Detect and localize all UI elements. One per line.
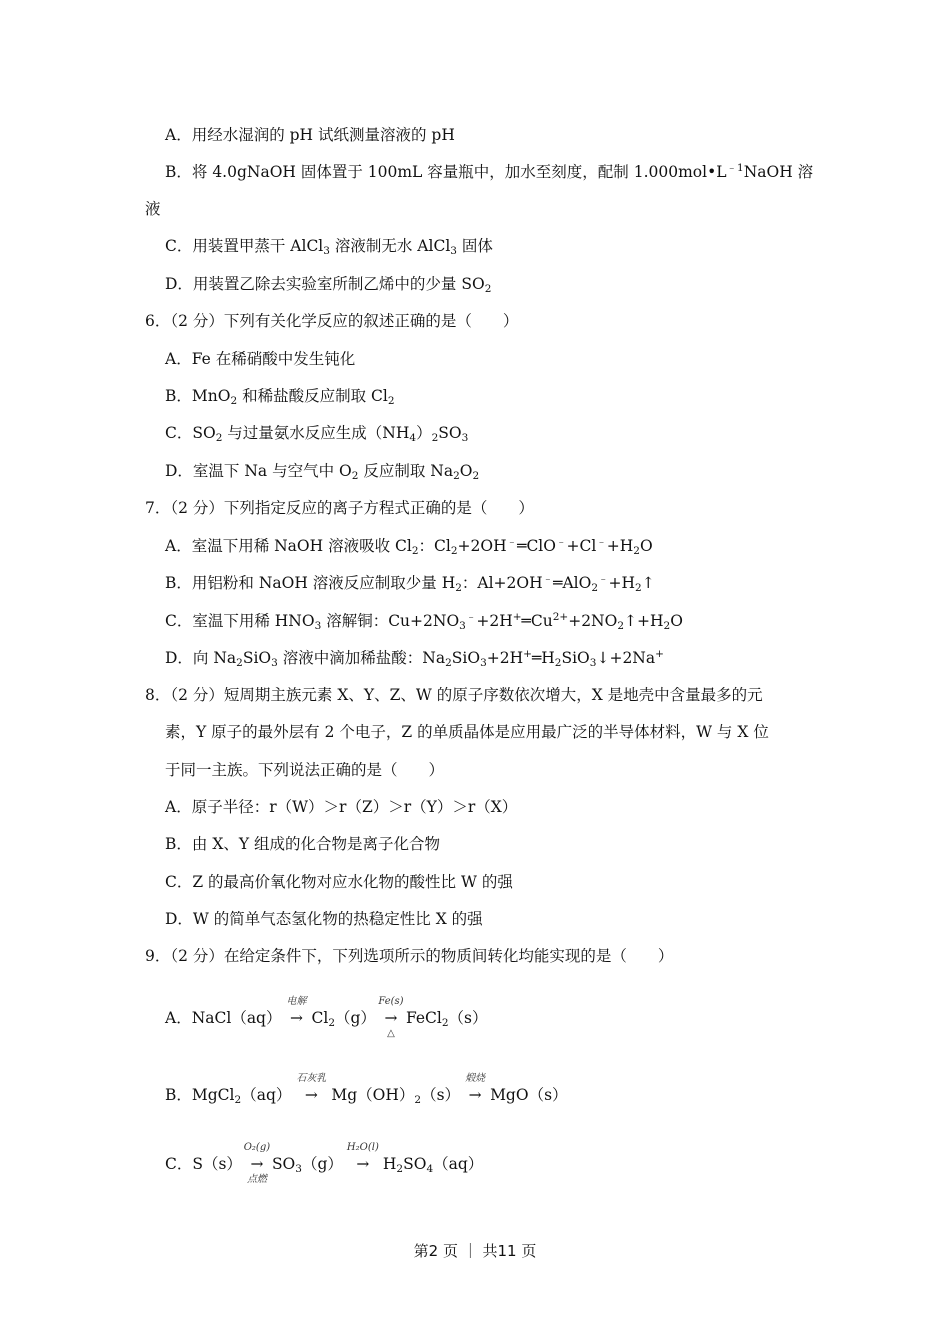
subscript: 4 <box>409 432 417 444</box>
text: Mg（OH） <box>331 1086 415 1104</box>
superscript: ﹣1 <box>726 162 744 174</box>
text: A．室温下用稀 NaOH 溶液吸收 Cl <box>165 537 412 555</box>
q5-option-b-tail: NaOH 溶 <box>743 163 814 181</box>
q9-option-c <box>165 1142 484 1185</box>
q7-stem-text: 7．（2 分）下列指定反应的离子方程式正确的是（ ） <box>145 499 534 517</box>
subscript: 2 <box>328 1017 335 1029</box>
q8-stem-line3 <box>165 760 444 780</box>
arrow-condition: H₂O(l) <box>346 1142 379 1153</box>
text: MgO（s） <box>490 1086 568 1104</box>
arrow-condition-below: △ <box>387 1028 395 1039</box>
text: A．NaCl（aq） <box>165 1009 282 1027</box>
q7-option-c <box>165 611 683 631</box>
text: A．原子半径：r（W）＞r（Z）＞r（Y）＞r（X） <box>165 798 518 816</box>
text: 溶解铜：Cu+2NO <box>321 612 460 630</box>
text: SO <box>403 1155 427 1173</box>
q6-option-c <box>165 423 468 443</box>
text: O <box>639 537 653 555</box>
reaction-arrow <box>462 1073 488 1105</box>
text: 9．（2 分）在给定条件下，下列选项所示的物质间转化均能实现的是（ ） <box>145 947 674 965</box>
subscript: 3 <box>459 620 466 632</box>
text: 溶液制无水 AlCl <box>329 237 451 255</box>
q6-option-a <box>165 349 355 369</box>
text: FeCl <box>405 1009 442 1027</box>
subscript: 2 <box>431 432 439 444</box>
text: D．室温下 Na 与空气中 O <box>165 462 352 480</box>
q6-option-b <box>165 386 395 406</box>
text: Cl <box>311 1009 329 1027</box>
text: 和稀盐酸反应制取 Cl <box>237 387 388 405</box>
text: 溶液中滴加稀盐酸：Na <box>277 649 446 667</box>
subscript: 4 <box>426 1163 434 1175</box>
subscript: 2 <box>453 470 460 482</box>
superscript: + <box>512 611 522 623</box>
arrow-icon: → <box>468 1086 482 1104</box>
text: （s） <box>448 1009 488 1027</box>
page-footer: 第2 页 ｜ 共11 页 <box>413 1242 537 1260</box>
text: B．MgCl <box>165 1086 235 1104</box>
q5-option-b <box>165 162 813 182</box>
text: ：Al+2OH <box>461 574 543 592</box>
q5-option-d <box>165 274 491 294</box>
subscript: 3 <box>589 657 597 669</box>
arrow-icon: → <box>384 1009 398 1027</box>
text: SiO <box>242 649 272 667</box>
text: D．W 的简单气态氢化物的热稳定性比 X 的强 <box>165 910 483 928</box>
text: D．用装置乙除去实验室所制乙烯中的少量 SO <box>165 275 485 293</box>
q6-stem-text: 6．（2 分）下列有关化学反应的叙述正确的是（ ） <box>145 312 519 330</box>
text: ） <box>416 424 432 442</box>
q9-stem <box>145 946 673 966</box>
text: 于同一主族。下列说法正确的是（ ） <box>165 761 445 779</box>
superscript: ﹣ <box>555 536 567 548</box>
text: C．室温下用稀 HNO <box>165 612 315 630</box>
text: +2H <box>476 612 513 630</box>
subscript: 3 <box>271 657 278 669</box>
q9-option-b <box>165 1073 568 1106</box>
subscript: 2 <box>554 657 562 669</box>
superscript: ﹣ <box>598 573 609 585</box>
text: C．SO <box>165 424 216 442</box>
text: +H <box>608 574 636 592</box>
subscript: 2 <box>215 432 223 444</box>
superscript: 2+ <box>552 611 569 623</box>
text: 反应制取 Na <box>358 462 454 480</box>
arrow-icon: → <box>289 1009 303 1027</box>
text: 与过量氨水反应生成（NH <box>222 424 410 442</box>
q6-stem <box>145 311 518 331</box>
text: ═AlO <box>553 574 592 592</box>
superscript: + <box>523 648 532 660</box>
subscript: 2 <box>455 582 462 594</box>
subscript: 2 <box>441 1017 449 1029</box>
subscript: 2 <box>387 395 395 407</box>
superscript: + <box>655 648 664 660</box>
q8-option-c <box>165 872 513 892</box>
text: C．Z 的最高价氧化物对应水化物的酸性比 W 的强 <box>165 873 513 891</box>
text: B．MnO <box>165 387 231 405</box>
text: H <box>382 1155 397 1173</box>
q8-option-d <box>165 909 483 929</box>
q7-option-d <box>165 648 664 668</box>
subscript: 2 <box>633 545 640 557</box>
text: O <box>670 612 683 630</box>
text: A．Fe 在稀硝酸中发生钝化 <box>165 350 356 368</box>
reaction-arrow <box>293 1073 329 1105</box>
text: （g） <box>335 1009 376 1027</box>
text: （g） <box>301 1155 343 1173</box>
subscript: 2 <box>450 545 458 557</box>
q5-option-a-text: A．用经水湿润的 pH 试纸测量溶液的 pH <box>165 126 455 144</box>
subscript: 2 <box>445 657 452 669</box>
text: ═Cu <box>521 612 553 630</box>
text: C．用装置甲蒸干 AlCl <box>165 237 324 255</box>
arrow-icon: → <box>304 1086 318 1104</box>
q9-option-a <box>165 996 488 1039</box>
text: ↑ <box>641 574 655 592</box>
text: （aq） <box>241 1086 292 1104</box>
text: ═H <box>531 649 555 667</box>
subscript: 2 <box>472 470 480 482</box>
text: SiO <box>561 649 590 667</box>
subscript: 2 <box>411 545 419 557</box>
q8-stem-line2 <box>165 722 769 742</box>
text: C．S（s） <box>165 1155 242 1173</box>
q8-stem-line1 <box>145 685 763 705</box>
text: +H <box>606 537 634 555</box>
subscript: 3 <box>461 432 469 444</box>
text: B．用铝粉和 NaOH 溶液反应制取少量 H <box>165 574 456 592</box>
text: 8．（2 分）短周期主族元素 X、Y、Z、W 的原子序数依次增大，X 是地壳中含量最多的元 <box>145 686 763 704</box>
arrow-condition: O₂(g) <box>243 1142 271 1153</box>
text: 固体 <box>456 237 493 255</box>
q5-option-b-cont <box>145 199 161 219</box>
text: +2H <box>486 649 524 667</box>
subscript: 2 <box>414 1094 422 1106</box>
q5-option-b-cont-text: 液 <box>145 200 161 218</box>
arrow-condition-below: 点燃 <box>246 1174 267 1185</box>
arrow-condition: 煅烧 <box>465 1073 486 1084</box>
subscript: 2 <box>234 1094 242 1106</box>
reaction-arrow <box>283 996 309 1028</box>
q5-option-a <box>165 125 455 145</box>
subscript: 2 <box>230 395 238 407</box>
subscript: 3 <box>314 620 322 632</box>
subscript: 2 <box>591 582 599 594</box>
text: +Cl <box>566 537 597 555</box>
q7-stem <box>145 498 534 518</box>
text: +2OH <box>457 537 507 555</box>
q7-option-a <box>165 536 653 556</box>
subscript: 3 <box>295 1163 302 1175</box>
arrow-condition: 石灰乳 <box>296 1073 327 1084</box>
reaction-arrow <box>378 996 404 1039</box>
reaction-arrow <box>345 1142 381 1174</box>
arrow-icon: → <box>250 1155 264 1173</box>
q8-option-b <box>165 834 440 854</box>
q5-option-c <box>165 236 493 256</box>
subscript: 2 <box>396 1163 404 1175</box>
subscript: 2 <box>663 620 671 632</box>
superscript: ﹣ <box>506 536 518 548</box>
q5-option-b-text: B．将 4.0gNaOH 固体置于 100mL 容量瓶中，加水至刻度，配制 1.000mol•L <box>165 163 727 181</box>
subscript: 2 <box>236 657 243 669</box>
text: SiO <box>451 649 481 667</box>
text: SO <box>438 424 462 442</box>
q8-option-a <box>165 797 517 817</box>
subscript: 2 <box>351 470 359 482</box>
text: （s） <box>421 1086 461 1104</box>
text: ↓+2Na <box>596 649 656 667</box>
text: ：Cl <box>418 537 451 555</box>
arrow-icon: → <box>356 1155 370 1173</box>
subscript: 2 <box>635 582 642 594</box>
text: （aq） <box>433 1155 484 1173</box>
text: SO <box>271 1155 296 1173</box>
superscript: ﹣ <box>596 536 607 548</box>
text: ═ClO <box>517 537 556 555</box>
subscript: 3 <box>323 245 330 257</box>
text: 素，Y 原子的最外层有 2 个电子，Z 的单质晶体是应用最广泛的半导体材料，W 与 X 位 <box>165 723 769 741</box>
q7-option-b <box>165 573 655 593</box>
superscript: ﹣ <box>542 573 554 585</box>
text: O <box>459 462 473 480</box>
q6-option-d <box>165 461 479 481</box>
text: +2NO <box>568 612 618 630</box>
text: ↑+H <box>624 612 664 630</box>
text: D．向 Na <box>165 649 237 667</box>
subscript: 3 <box>450 245 457 257</box>
subscript: 3 <box>480 657 487 669</box>
arrow-condition: Fe(s) <box>378 996 404 1007</box>
arrow-condition: 电解 <box>286 996 307 1007</box>
subscript: 2 <box>617 620 625 632</box>
text: B．由 X、Y 组成的化合物是离子化合物 <box>165 835 441 853</box>
reaction-arrow <box>243 1142 271 1185</box>
subscript: 2 <box>484 283 492 295</box>
superscript: ﹣ <box>465 611 477 623</box>
